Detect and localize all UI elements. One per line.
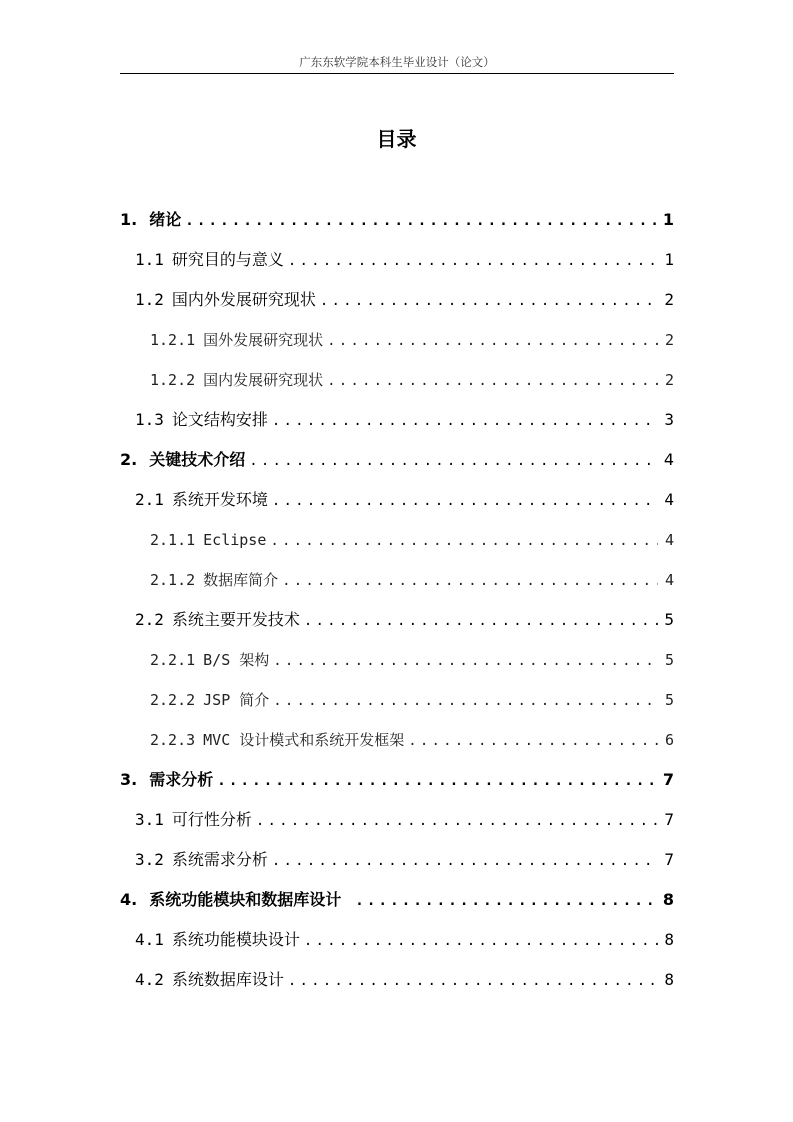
toc-label: 研究目的与意义 <box>171 250 284 269</box>
toc-entry-1-2[interactable] <box>135 288 674 312</box>
toc-number: 2.1.1 <box>150 531 196 549</box>
toc-leader <box>185 209 657 233</box>
toc-label: B/S 架构 <box>203 651 270 669</box>
toc-label: 论文结构安排 <box>171 410 268 429</box>
toc-leader <box>327 369 658 393</box>
toc-page-number: 8 <box>662 890 674 909</box>
toc-page-number: 4 <box>664 531 674 549</box>
toc-page-number: 4 <box>664 571 674 589</box>
toc-leader <box>320 289 658 313</box>
toc-number: 2. <box>120 450 138 469</box>
toc-page-number: 5 <box>664 610 674 629</box>
toc-entry-1-2-2[interactable] <box>150 368 674 392</box>
toc-label: 系统需求分析 <box>171 850 268 869</box>
toc-entry-2-2-1[interactable] <box>150 648 674 672</box>
toc-leader <box>217 769 657 793</box>
toc-entry-2-2-3[interactable] <box>150 728 674 752</box>
toc-entry-1-1[interactable] <box>135 248 674 272</box>
toc-number: 4.2 <box>135 970 164 989</box>
toc-number: 1.2 <box>135 290 164 309</box>
toc-leader <box>304 929 658 953</box>
toc-leader <box>273 689 658 713</box>
toc-entry-chapter-4[interactable] <box>120 888 674 912</box>
toc-page-number: 8 <box>664 970 674 989</box>
toc-leader <box>288 249 658 273</box>
toc-page-number: 4 <box>663 450 674 469</box>
toc-number: 2.1.2 <box>150 571 196 589</box>
toc-label: 国外发展研究现状 <box>203 331 324 349</box>
toc-number: 1.2.1 <box>150 331 196 349</box>
toc-label: 数据库简介 <box>203 571 279 589</box>
toc-leader <box>249 449 658 473</box>
toc-page-number: 7 <box>664 810 674 829</box>
toc-label: 系统主要开发技术 <box>171 610 300 629</box>
toc-number: 1.1 <box>135 250 164 269</box>
toc-entry-3-2[interactable] <box>135 848 674 872</box>
toc-page-number: 8 <box>664 930 674 949</box>
toc-entry-2-2[interactable] <box>135 608 674 632</box>
toc-page-number: 1 <box>662 210 674 229</box>
toc-label: 系统开发环境 <box>171 490 268 509</box>
toc-label: Eclipse <box>203 531 267 549</box>
toc-entry-1-3[interactable] <box>135 408 674 432</box>
toc-entry-chapter-1[interactable] <box>120 208 674 232</box>
toc-label: 系统功能模块和数据库设计 <box>149 890 342 909</box>
toc-page-number: 6 <box>664 731 674 749</box>
toc-entry-2-1[interactable] <box>135 488 674 512</box>
toc-leader <box>288 969 658 993</box>
toc-label: 系统功能模块设计 <box>171 930 300 949</box>
toc-entry-2-2-2[interactable] <box>150 688 674 712</box>
toc-number: 1.2.2 <box>150 371 196 389</box>
toc-number: 4. <box>120 890 138 909</box>
toc-entry-1-2-1[interactable] <box>150 328 674 352</box>
toc-label: 绪论 <box>149 210 182 229</box>
toc-number: 4.1 <box>135 930 164 949</box>
toc-label: 系统数据库设计 <box>171 970 284 989</box>
toc-page-number: 2 <box>664 290 674 309</box>
page-header: 广东东软学院本科生毕业设计（论文） <box>299 55 495 69</box>
toc-page-number: 5 <box>664 691 674 709</box>
toc-page-number: 5 <box>664 651 674 669</box>
toc-number: 1.3 <box>135 410 164 429</box>
toc-number: 2.2 <box>135 610 164 629</box>
toc-number: 2.2.1 <box>150 651 196 669</box>
toc-page-number: 4 <box>664 490 674 509</box>
toc-leader <box>272 409 658 433</box>
toc-leader <box>408 729 658 753</box>
toc-number: 1. <box>120 210 138 229</box>
toc-entry-chapter-2[interactable] <box>120 448 674 472</box>
toc-page-number: 1 <box>664 250 674 269</box>
toc-page-number: 3 <box>664 410 674 429</box>
toc-label: 需求分析 <box>149 770 214 789</box>
toc-page-number: 2 <box>664 331 674 349</box>
toc-label: JSP 简介 <box>203 691 270 709</box>
toc-leader <box>282 569 658 593</box>
toc-label: 可行性分析 <box>171 810 252 829</box>
header-rule <box>120 73 674 74</box>
toc-label: 国内发展研究现状 <box>203 371 324 389</box>
toc-entry-4-1[interactable] <box>135 928 674 952</box>
toc-leader <box>256 809 658 833</box>
toc-label: 国内外发展研究现状 <box>171 290 316 309</box>
toc-leader <box>270 529 658 553</box>
toc-number: 3.1 <box>135 810 164 829</box>
toc-entry-3-1[interactable] <box>135 808 674 832</box>
toc-number: 2.1 <box>135 490 164 509</box>
toc-leader <box>355 889 657 913</box>
toc-entry-chapter-3[interactable] <box>120 768 674 792</box>
page-title: 目录 <box>376 127 417 151</box>
toc-leader <box>272 489 658 513</box>
toc-leader <box>272 849 658 873</box>
toc-number: 2.2.2 <box>150 691 196 709</box>
toc-leader <box>327 329 658 353</box>
toc-entry-2-1-1[interactable] <box>150 528 674 552</box>
toc-number: 3.2 <box>135 850 164 869</box>
toc-page-number: 7 <box>662 770 674 789</box>
toc-number: 3. <box>120 770 138 789</box>
toc-label: MVC 设计模式和系统开发框架 <box>203 731 405 749</box>
toc-leader <box>304 609 658 633</box>
toc-page-number: 7 <box>664 850 674 869</box>
toc-entry-4-2[interactable] <box>135 968 674 992</box>
toc-page-number: 2 <box>664 371 674 389</box>
toc-leader <box>273 649 658 673</box>
toc-label: 关键技术介绍 <box>149 450 246 469</box>
toc-number: 2.2.3 <box>150 731 196 749</box>
toc-entry-2-1-2[interactable] <box>150 568 674 592</box>
